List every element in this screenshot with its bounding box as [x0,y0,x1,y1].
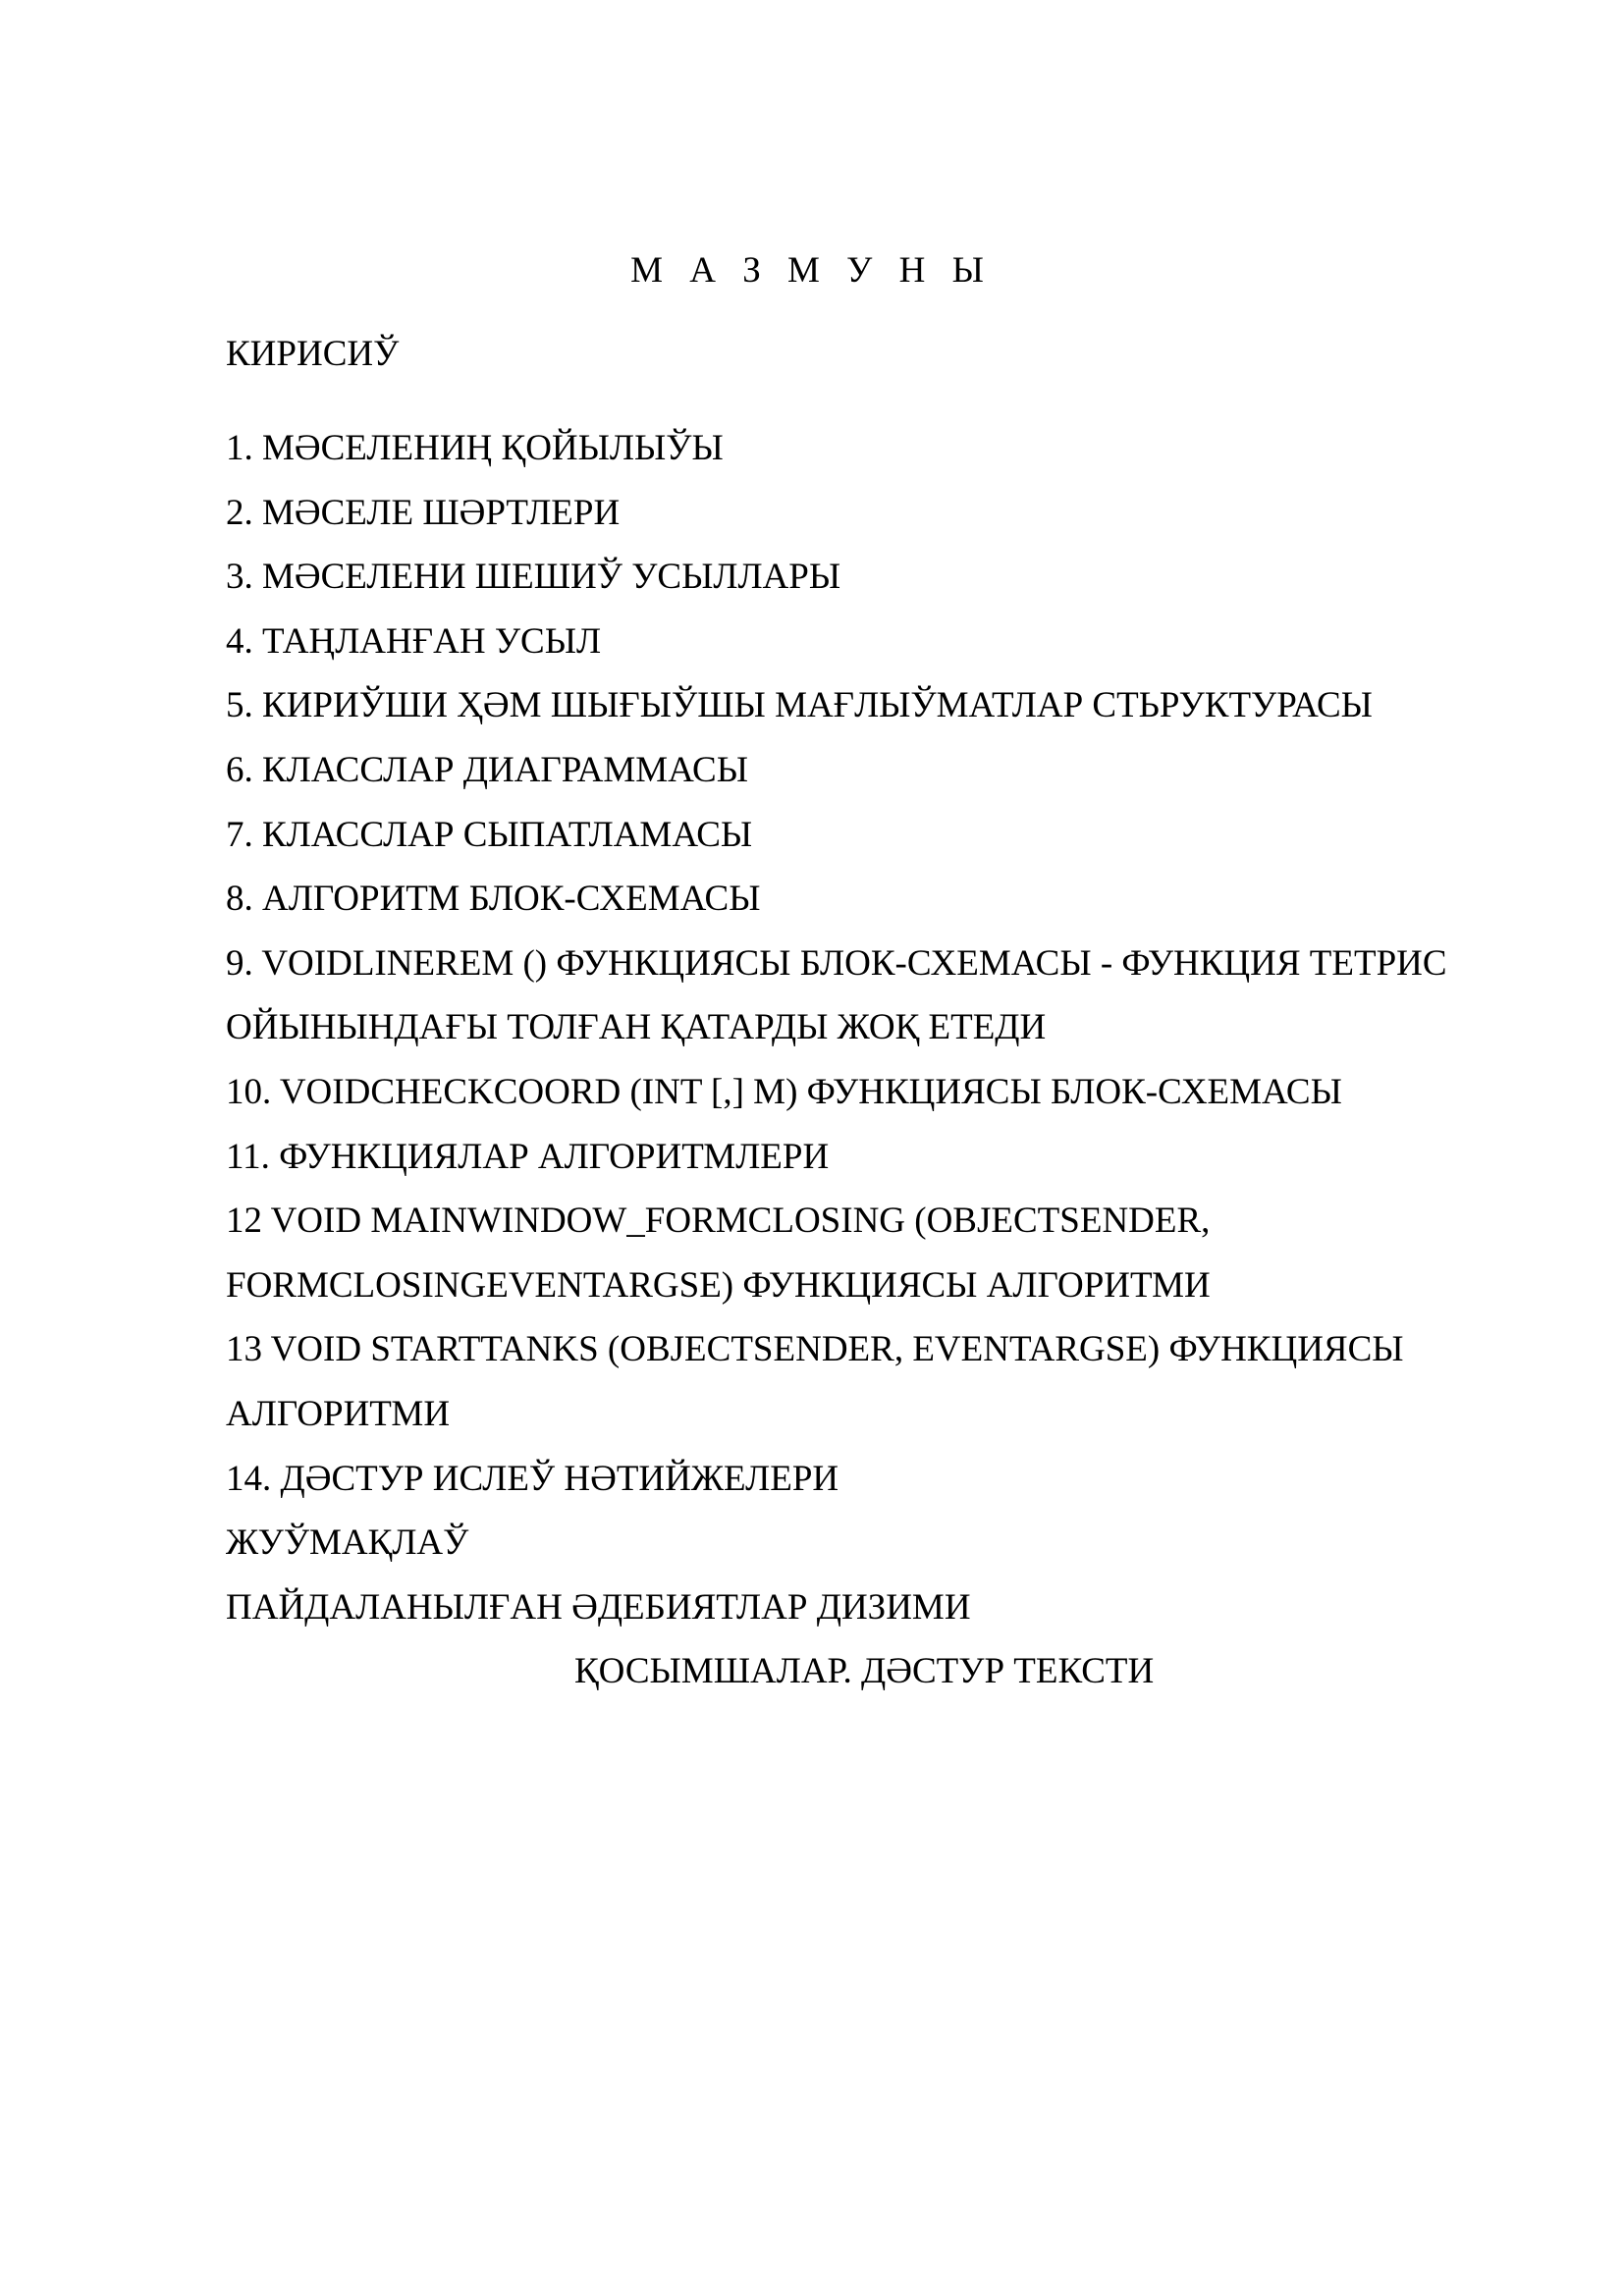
toc-entry-conclusion: ЖУЎМАҚЛАЎ [226,1522,469,1564]
toc-entry: 13 VOID STARTTANKS (OBJECTSENDER, EVENTARGSE) ФУНКЦИЯСЫ [226,1329,1404,1370]
toc-entry-references: ПАЙДАЛАНЫЛҒАН ӘДЕБИЯТЛАР ДИЗИМИ [226,1586,971,1628]
toc-entry-introduction: КИРИСИЎ [226,334,400,374]
toc-entry: 5. КИРИЎШИ ҲӘМ ШЫҒЫЎШЫ МАҒЛЫЎМАТЛАР СТЬРУКТУРАСЫ [226,685,1373,726]
toc-entry: 12 VOID MAINWINDOW_FORMCLOSING (OBJECTSENDER, [226,1201,1211,1242]
toc-entry: 10. VOIDCHECKCOORD (INT [,] M) ФУНКЦИЯСЫ БЛОК-СХЕМАСЫ [226,1071,1342,1112]
toc-entry: 1. МӘСЕЛЕНИҢ ҚОЙЫЛЫЎЫ [226,428,724,468]
toc-entry-continuation: ОЙЫНЫНДАҒЫ ТОЛҒАН ҚАТАРДЫ ЖОҚ ЕТЕДИ [226,1007,1047,1048]
toc-entry: 8. АЛГОРИТМ БЛОК-СХЕМАСЫ [226,879,761,920]
table-of-contents-list [226,416,1502,1704]
toc-entry: 6. КЛАССЛАР ДИАГРАММАСЫ [226,749,748,790]
table-of-contents-title: М А З М У Н Ы [630,250,993,291]
toc-entry: 11. ФУНКЦИЯЛАР АЛГОРИТМЛЕРИ [226,1136,830,1177]
toc-entry: 4. ТАҢЛАНҒАН УСЫЛ [226,620,602,662]
toc-entry: 2. МӘСЕЛЕ ШӘРТЛЕРИ [226,492,621,533]
toc-entry: 9. VOIDLINEREM () ФУНКЦИЯСЫ БЛОК-СХЕМАСЫ - ФУНКЦИЯ ТЕТРИС [226,942,1447,984]
toc-entry: 3. МӘСЕЛЕНИ ШЕШИЎ УСЫЛЛАРЫ [226,557,841,598]
toc-entry: 7. КЛАССЛАР СЫПАТЛАМАСЫ [226,814,753,855]
toc-entry-continuation: FORMCLOSINGEVENTARGSE) ФУНКЦИЯСЫ АЛГОРИТМИ [226,1264,1211,1306]
toc-entry: 14. ДӘСТУР ИСЛЕЎ НӘТИЙЖЕЛЕРИ [226,1458,839,1499]
toc-entry-appendix: ҚОСЫМШАЛАР. ДӘСТУР ТЕКСТИ [574,1651,1155,1692]
toc-entry-continuation: АЛГОРИТМИ [226,1393,451,1434]
